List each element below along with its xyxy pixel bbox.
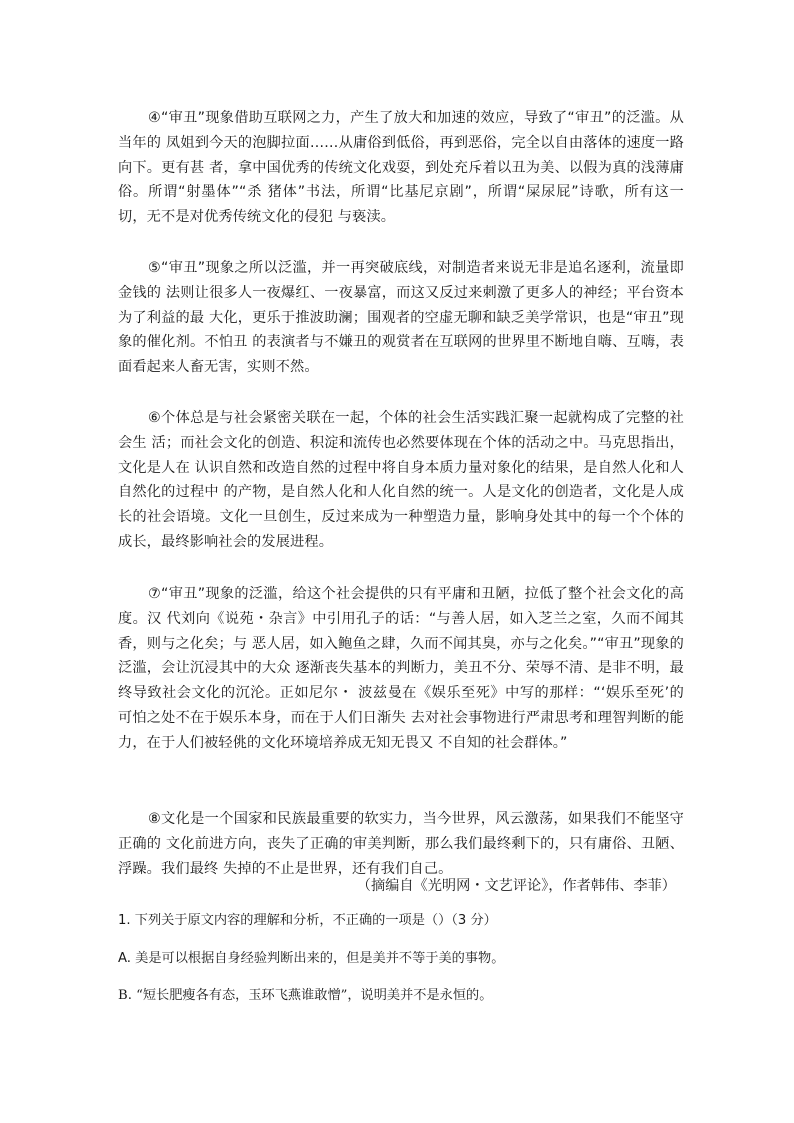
paragraph-7: ⑦“审丑”现象的泛滥，给这个社会提供的只有平庸和丑陋，拉低了整个社会文化的高度。汉 代刘向《说苑・杂言》中引用孔子的话：“与善人居，如入芝兰之室，久而不闻其香，则与之化矣；与 恶人居，如入鲍鱼之肆，久而不闻其臭，亦与之化矣。”“审丑”现象的泛滥，会让沉浸其中的大众 逐渐丧失基本的判断力，美丑不分、荣辱不清、是非不明，最终导致社会文化的沉沦。正如尼尔・ 波兹曼在《娱乐至死》中写的那样：“‘娱乐至死’的可怕之处不在于娱乐本身，而在于人们日渐失 去对社会事物进行严肃思考和理智判断的能力，在于人们被轻佻的文化环境培养成无知无畏又 不自知的社会群体。” <box>118 586 684 751</box>
source-citation: （摘编自《光明网・文艺评论》，作者韩伟、李菲） <box>356 878 676 894</box>
question-1-option-b: B. “短长肥瘦各有态，玉环飞燕谁敢憎”，说明美并不是永恒的。 <box>118 988 493 1003</box>
question-1-stem: 1. 下列关于原文内容的理解和分析，不正确的一项是（）（3 分） <box>118 913 497 928</box>
paragraph-4: ④“审丑”现象借助互联网之力，产生了放大和加速的效应，导致了“审丑”的泛滥。从当年的 凤姐到今天的泡脚拉面……从庸俗到低俗，再到恶俗，完全以自由落体的速度一路向下。更有甚 者，拿中国优秀的传统文化戏耍，到处充斥着以丑为美、以假为真的浅薄庸俗。所谓“射墨体”“杀 猪体”书法，所谓“比基尼京剧”，所谓“屎尿屁”诗歌，所有这一切，无不是对优秀传统文化的侵犯 与亵渎。 <box>118 110 684 226</box>
paragraph-5: ⑤“审丑”现象之所以泛滥，并一再突破底线，对制造者来说无非是追名逐利，流量即金钱的 法则让很多人一夜爆红、一夜暴富，而这又反过来刺激了更多人的神经；平台资本为了利益的最 大化，更乐于推波助澜；围观者的空虚无聊和缺乏美学常识，也是“审丑”现象的催化剂。不怕丑 的表演者与不嫌丑的观赏者在互联网的世界里不断地自嗨、互嗨，表面看起来人畜无害，实则不然。 <box>118 260 684 376</box>
paragraph-6: ⑥个体总是与社会紧密关联在一起，个体的社会生活实践汇聚一起就构成了完整的社会生 活；而社会文化的创造、积淀和流传也必然要体现在个体的活动之中。马克思指出，文化是人在 认识自然和改造自然的过程中将自身本质力量对象化的结果，是自然人化和人自然化的过程中 的产物，是自然人化和人化自然的统一。人是文化的创造者，文化是人成长的社会语境。文化一旦创生，反过来成为一种塑造力量，影响身处其中的每一个个体的成长，最终影响社会的发展进程。 <box>118 410 684 550</box>
question-1-option-a: A. 美是可以根据自身经验判断出来的，但是美并不等于美的事物。 <box>118 951 505 966</box>
paragraph-8: ⑧文化是一个国家和民族最重要的软实力，当今世界，风云激荡，如果我们不能坚守正确的 文化前进方向，丧失了正确的审美判断，那么我们最终剩下的，只有庸俗、丑陋、浮躁。我们最终 失掉的不止是世界，还有我们自己。 <box>118 811 684 877</box>
